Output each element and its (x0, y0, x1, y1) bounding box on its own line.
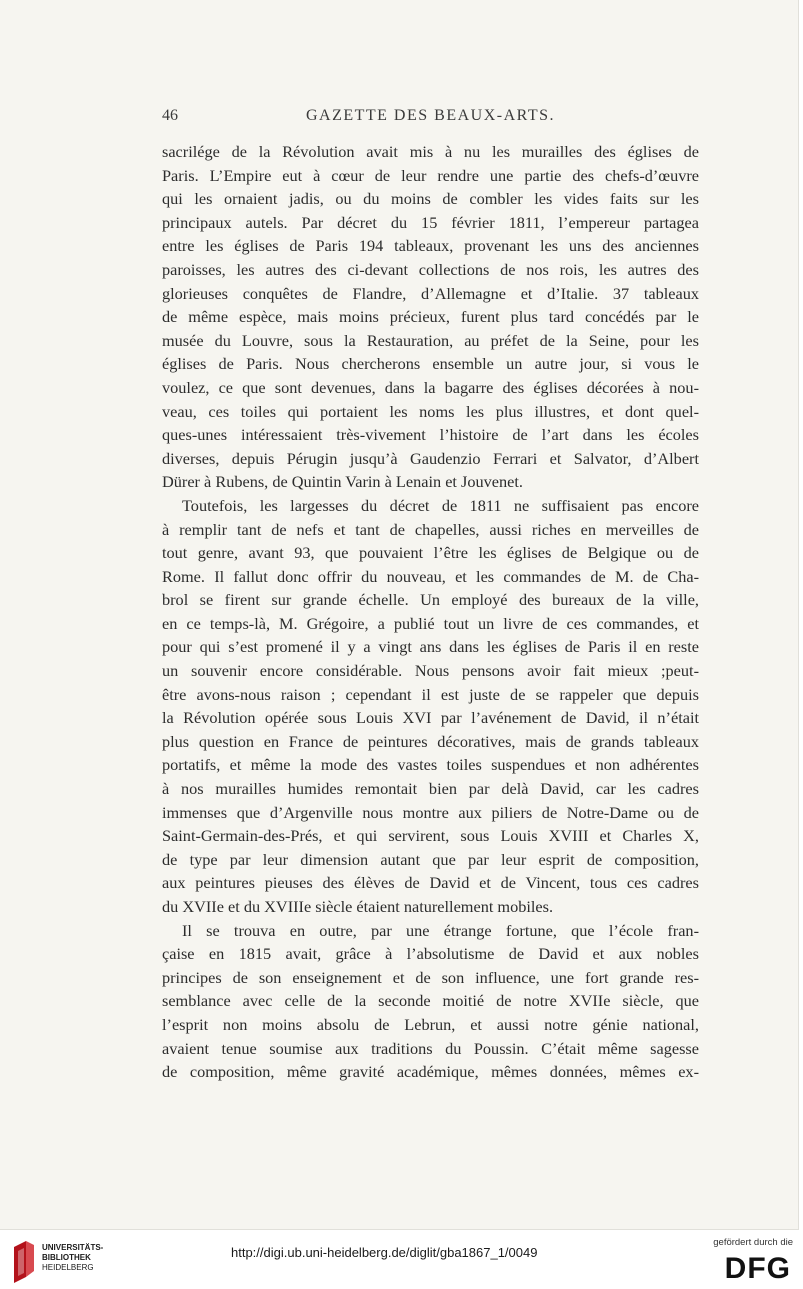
text-line: Saint-Germain-des-Prés, et qui servirent, sous Louis XVIII et Charles X, (162, 826, 699, 846)
library-name-line2: BIBLIOTHEK (42, 1253, 91, 1262)
paragraph (162, 140, 699, 494)
permalink-url[interactable]: http://digi.ub.uni-heidelberg.de/diglit/gba1867_1/0049 (231, 1245, 538, 1260)
text-line: Il se trouva en outre, par une étrange fortune, que l’école fran- (182, 920, 699, 940)
text-line: à remplir tant de nefs et tant de chapelles, aussi riches en merveilles de (162, 519, 699, 539)
text-line: ques-unes intéressaient très-vivement l’histoire de l’art dans les écoles (162, 425, 699, 445)
text-line: tout genre, avant 93, que pouvaient l’être les églises de Belgique ou de (162, 543, 699, 563)
text-line: principaux autels. Par décret du 15 février 1811, l’empereur partagea (162, 212, 699, 232)
text-line: musée du Louvre, sous la Restauration, au préfet de la Seine, pour les (162, 330, 699, 350)
text-line: diverses, depuis Pérugin jusqu’à Gaudenzio Ferrari et Salvator, d’Albert (162, 448, 699, 468)
text-line: glorieuses conquêtes de Flandre, d’Allemagne et d’Italie. 37 tableaux (162, 283, 699, 303)
text-line: voulez, ce que sont devenues, dans la bagarre des églises décorées à nou- (162, 377, 699, 397)
journal-title: GAZETTE DES BEAUX-ARTS. (305, 107, 556, 124)
library-city: HEIDELBERG (42, 1263, 94, 1272)
text-line: çaise en 1815 avait, grâce à l’absolutisme de David et aux nobles (162, 944, 699, 964)
text-line: l’esprit non moins absolu de Lebrun, et aussi notre génie national, (162, 1014, 699, 1034)
text-line: semblance avec celle de la seconde moitié de notre XVIIe siècle, que (162, 991, 699, 1011)
body-text (162, 140, 699, 1084)
text-line: être avons-nous raison ; cependant il est juste de se rappeler que depuis (162, 684, 699, 704)
library-name (42, 1243, 103, 1273)
text-line: sacrilége de la Révolution avait mis à nu les murailles des églises de (162, 142, 699, 161)
text-line: de composition, même gravité académique, mêmes données, mêmes ex- (162, 1062, 699, 1082)
text-line: du XVIIe et du XVIIIe siècle étaient naturellement mobiles. (162, 897, 554, 916)
text-line: immenses que d’Argenville nous montre aux piliers de Notre-Dame ou de (162, 802, 699, 822)
text-line: églises de Paris. Nous chercherons ensemble un autre jour, si vous le (162, 354, 699, 374)
text-line: aux peintures pieuses des élèves de David et de Vincent, tous ces cadres (162, 873, 699, 893)
text-line: de type par leur dimension autant que par leur esprit de composition, (162, 849, 699, 869)
text-line: veau, ces toiles qui portaient les noms les plus illustres, et dont quel- (162, 401, 699, 421)
text-line: la Révolution opérée sous Louis XVI par l’avénement de David, il n’était (162, 708, 699, 728)
funded-by-label: gefördert durch die (713, 1237, 793, 1248)
paragraph (162, 919, 699, 1084)
text-line: portatifs, et même la mode des vastes toiles suspendues et non adhérentes (162, 755, 699, 775)
text-line: en ce temps-là, M. Grégoire, a publié tout un livre de ces commandes, et (162, 613, 699, 633)
text-line: Rome. Il fallut donc offrir du nouveau, et les commandes de M. de Cha- (162, 566, 699, 586)
text-line: avaient tenue soumise aux traditions du Poussin. C’était même sagesse (162, 1038, 699, 1058)
text-line: entre les églises de Paris 194 tableaux, provenant les uns des anciennes (162, 236, 699, 256)
text-line: principes de son enseignement et de son influence, une fort grande res- (162, 967, 699, 987)
library-name-line1: UNIVERSITÄTS- (42, 1243, 104, 1252)
paragraph (162, 494, 699, 919)
text-line: Paris. L’Empire eut à cœur de leur rendre une partie des chefs-d’œuvre (162, 165, 699, 185)
text-line: plus question en France de peintures décoratives, mais de grands tableaux (162, 731, 699, 751)
text-line: de même espèce, mais moins précieux, furent plus tard concédés par le (162, 307, 699, 327)
text-line: qui les ornaient jadis, ou du moins de combler les vides faits sur les (162, 189, 699, 209)
page-number: 46 (162, 107, 178, 124)
university-library-logo-icon (10, 1237, 38, 1283)
text-line: Dürer à Rubens, de Quintin Varin à Lenain et Jouvenet. (162, 472, 523, 492)
text-line: un souvenir encore considérable. Nous pensons avoir fait mieux ;peut- (162, 661, 699, 681)
text-line: brol se firent sur grande échelle. Un employé des bureaux de la ville, (162, 590, 699, 610)
text-line: paroisses, les autres des ci-devant collections de nos rois, les autres des (162, 259, 699, 279)
dfg-logo: DFG (724, 1252, 791, 1285)
text-line: Toutefois, les largesses du décret de 1811 ne suffisaient pas encore (182, 495, 699, 515)
text-line: pour qui s’est promené il y a vingt ans dans les églises de Paris il en reste (162, 637, 699, 657)
text-line: à nos murailles humides remontait bien par delà David, car les cadres (162, 779, 699, 799)
